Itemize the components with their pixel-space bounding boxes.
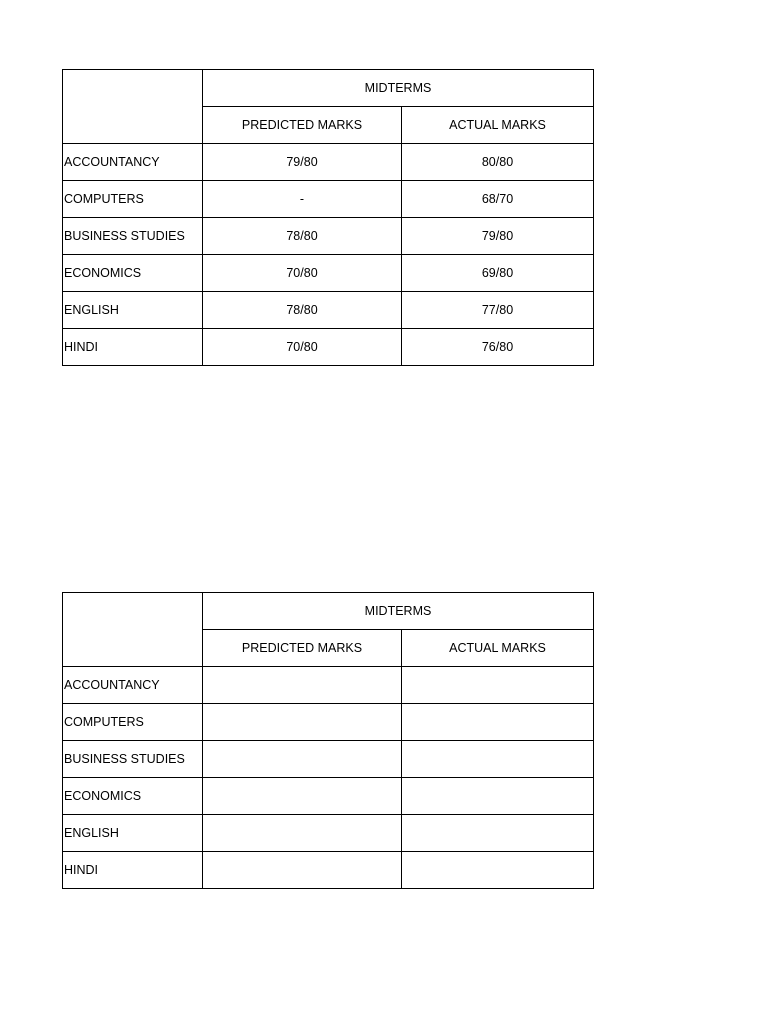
predicted-mark-cell: 78/80 [203,292,402,329]
actual-mark-cell: 69/80 [402,255,594,292]
subject-cell: HINDI [63,852,203,889]
actual-mark-cell [402,815,594,852]
actual-mark-cell: 79/80 [402,218,594,255]
actual-marks-header: ACTUAL MARKS [402,630,594,667]
subject-cell: ECONOMICS [63,255,203,292]
subject-cell: ACCOUNTANCY [63,144,203,181]
actual-mark-cell: 76/80 [402,329,594,366]
table-row [63,852,594,889]
predicted-marks-header: PREDICTED MARKS [203,107,402,144]
subject-cell: ECONOMICS [63,778,203,815]
subject-cell: ENGLISH [63,815,203,852]
header-row-group [63,593,594,630]
subject-cell: BUSINESS STUDIES [63,218,203,255]
table-row [63,741,594,778]
subject-cell: ENGLISH [63,292,203,329]
predicted-marks-header: PREDICTED MARKS [203,630,402,667]
predicted-mark-cell: 70/80 [203,329,402,366]
header-row-group [63,70,594,107]
midterms-header: MIDTERMS [203,70,594,107]
subject-cell: HINDI [63,329,203,366]
table-row [63,815,594,852]
table-row [63,255,594,292]
actual-marks-header: ACTUAL MARKS [402,107,594,144]
predicted-mark-cell [203,778,402,815]
midterms-header: MIDTERMS [203,593,594,630]
table-row [63,218,594,255]
table-row [63,329,594,366]
table-row [63,778,594,815]
predicted-mark-cell: - [203,181,402,218]
actual-mark-cell: 77/80 [402,292,594,329]
corner-cell [63,593,203,667]
actual-mark-cell: 80/80 [402,144,594,181]
subject-cell: COMPUTERS [63,181,203,218]
actual-mark-cell [402,667,594,704]
predicted-mark-cell: 79/80 [203,144,402,181]
actual-mark-cell: 68/70 [402,181,594,218]
table-row [63,704,594,741]
actual-mark-cell [402,852,594,889]
table-row [63,144,594,181]
actual-mark-cell [402,741,594,778]
actual-mark-cell [402,704,594,741]
predicted-mark-cell [203,815,402,852]
predicted-mark-cell: 70/80 [203,255,402,292]
predicted-mark-cell [203,741,402,778]
subject-cell: ACCOUNTANCY [63,667,203,704]
subject-cell: BUSINESS STUDIES [63,741,203,778]
actual-mark-cell [402,778,594,815]
predicted-mark-cell [203,704,402,741]
subject-cell: COMPUTERS [63,704,203,741]
predicted-mark-cell [203,667,402,704]
predicted-mark-cell: 78/80 [203,218,402,255]
table-row [63,292,594,329]
marks-table-empty [62,592,594,889]
corner-cell [63,70,203,144]
table-row [63,181,594,218]
table-row [63,667,594,704]
marks-table-filled [62,69,594,366]
predicted-mark-cell [203,852,402,889]
